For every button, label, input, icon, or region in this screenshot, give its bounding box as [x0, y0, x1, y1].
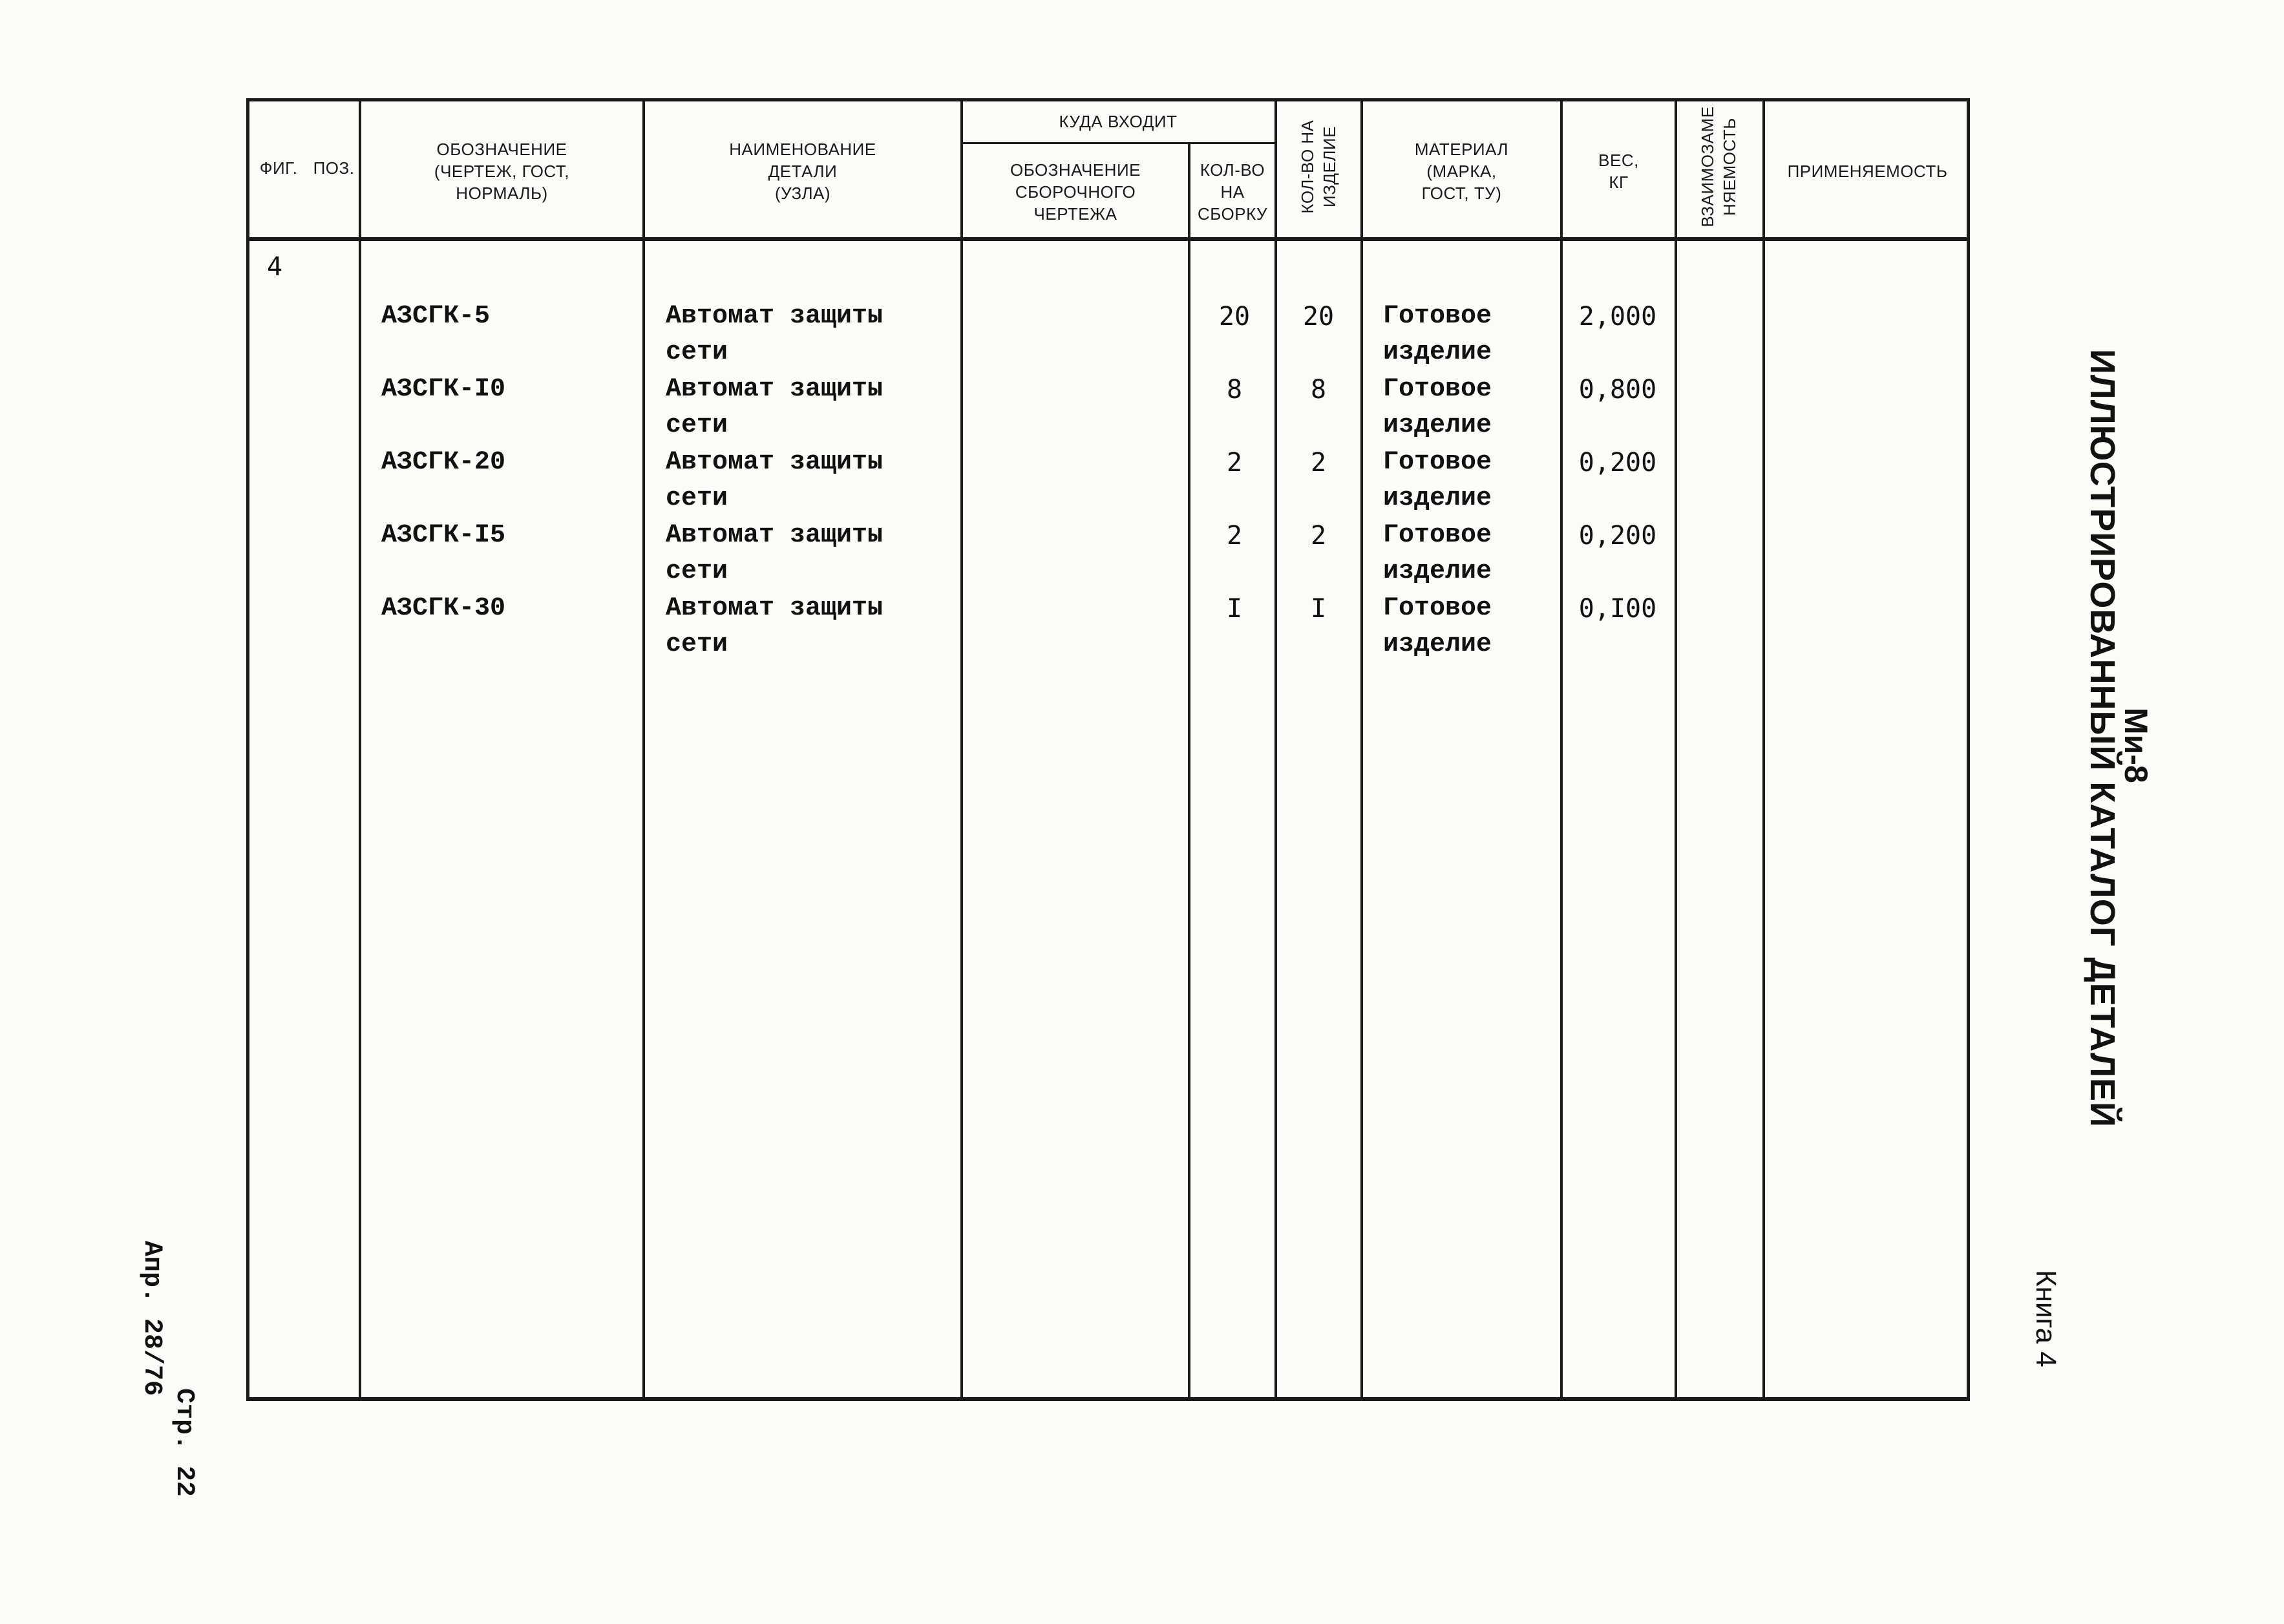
row-1-material-cont: изделие	[1383, 338, 1492, 367]
row-2-designation: АЗСГК-I0	[381, 375, 506, 404]
revision-date: Апр. 28/76	[137, 1241, 166, 1397]
catalog-table-frame	[246, 98, 1970, 1401]
row-3-weight: 0,200	[1578, 448, 1657, 478]
where-used-subline	[960, 142, 1276, 144]
header-where-used: КУДА ВХОДИТ	[1059, 112, 1178, 131]
row-1-name: Автомат защиты	[666, 302, 883, 331]
header-material: МАТЕРИАЛ (МАРКА, ГОСТ, ТУ)	[1414, 140, 1509, 203]
header-pos: ПОЗ.	[313, 158, 355, 178]
row-2-name-cont: сети	[666, 411, 728, 440]
row-4-weight: 0,200	[1578, 521, 1657, 551]
row-1-material: Готовое	[1383, 302, 1492, 331]
row-2-qty-assembly: 8	[1226, 375, 1243, 405]
row-3-material: Готовое	[1383, 448, 1492, 477]
header-designation: ОБОЗНАЧЕНИЕ (ЧЕРТЕЖ, ГОСТ, НОРМАЛЬ)	[434, 140, 570, 203]
row-1-weight: 2,000	[1578, 302, 1657, 332]
row-5-material-cont: изделие	[1383, 630, 1492, 659]
header-interchangeability: ВЗАИМОЗАМЕ НЯЕМОСТЬ	[1698, 106, 1739, 227]
row-4-name: Автомат защиты	[666, 521, 883, 550]
row-1-designation: АЗСГК-5	[381, 302, 491, 331]
col-divider-interchange	[1762, 98, 1765, 1401]
row-3-name-cont: сети	[666, 484, 728, 513]
row-2-name: Автомат защиты	[666, 375, 883, 404]
row-2-weight: 0,800	[1578, 375, 1657, 405]
figure-number: 4	[267, 252, 283, 282]
row-1-qty-product: 20	[1302, 302, 1335, 332]
header-fig: ФИГ.	[259, 158, 298, 178]
header-applicability: ПРИМЕНЯЕМОСТЬ	[1787, 162, 1948, 181]
page-number: Стр. 22	[169, 1388, 198, 1497]
row-1-qty-assembly: 20	[1218, 302, 1251, 332]
row-2-qty-product: 8	[1310, 375, 1327, 405]
header-bottom-line	[246, 237, 1970, 241]
row-4-name-cont: сети	[666, 557, 728, 586]
col-divider-pos	[359, 98, 361, 1401]
header-part-name: НАИМЕНОВАНИЕ ДЕТАЛИ (УЗЛА)	[729, 140, 876, 203]
row-5-qty-product: I	[1310, 594, 1327, 624]
header-qty-assembly: КОЛ-ВО НА СБОРКУ	[1197, 160, 1268, 224]
catalog-title: ИЛЛЮСТРИРОВАННЫЙ КАТАЛОГ ДЕТАЛЕЙ	[2083, 349, 2122, 1128]
row-5-name: Автомат защиты	[666, 594, 883, 623]
row-3-qty-assembly: 2	[1226, 448, 1243, 478]
col-divider-qty-product	[1360, 98, 1363, 1401]
book-number: Книга 4	[2030, 1270, 2062, 1367]
header-assembly-drawing: ОБОЗНАЧЕНИЕ СБОРОЧНОГО ЧЕРТЕЖА	[1010, 160, 1141, 224]
col-divider-weight	[1675, 98, 1677, 1401]
row-3-designation: АЗСГК-20	[381, 448, 506, 477]
row-1-name-cont: сети	[666, 338, 728, 367]
col-divider-qty-assembly	[1274, 98, 1277, 1401]
col-divider-designation	[642, 98, 645, 1401]
row-4-designation: АЗСГК-I5	[381, 521, 506, 550]
row-3-name: Автомат защиты	[666, 448, 883, 477]
row-5-name-cont: сети	[666, 630, 728, 659]
col-divider-assembly-drawing	[1188, 143, 1190, 1401]
col-divider-material	[1560, 98, 1563, 1401]
row-5-material: Готовое	[1383, 594, 1492, 623]
row-4-qty-product: 2	[1310, 521, 1327, 551]
row-3-material-cont: изделие	[1383, 484, 1492, 513]
row-3-qty-product: 2	[1310, 448, 1327, 478]
header-qty-product: КОЛ-ВО НА ИЗДЕЛИЕ	[1298, 120, 1339, 214]
row-2-material-cont: изделие	[1383, 411, 1492, 440]
row-5-qty-assembly: I	[1226, 594, 1243, 624]
row-4-material-cont: изделие	[1383, 557, 1492, 586]
row-5-weight: 0,I00	[1578, 594, 1657, 624]
row-4-material: Готовое	[1383, 521, 1492, 550]
row-5-designation: АЗСГК-30	[381, 594, 506, 623]
header-weight: ВЕС, КГ	[1598, 151, 1639, 192]
row-2-material: Готовое	[1383, 375, 1492, 404]
col-divider-name	[960, 98, 963, 1401]
row-4-qty-assembly: 2	[1226, 521, 1243, 551]
aircraft-model: Ми-8	[2118, 708, 2154, 783]
